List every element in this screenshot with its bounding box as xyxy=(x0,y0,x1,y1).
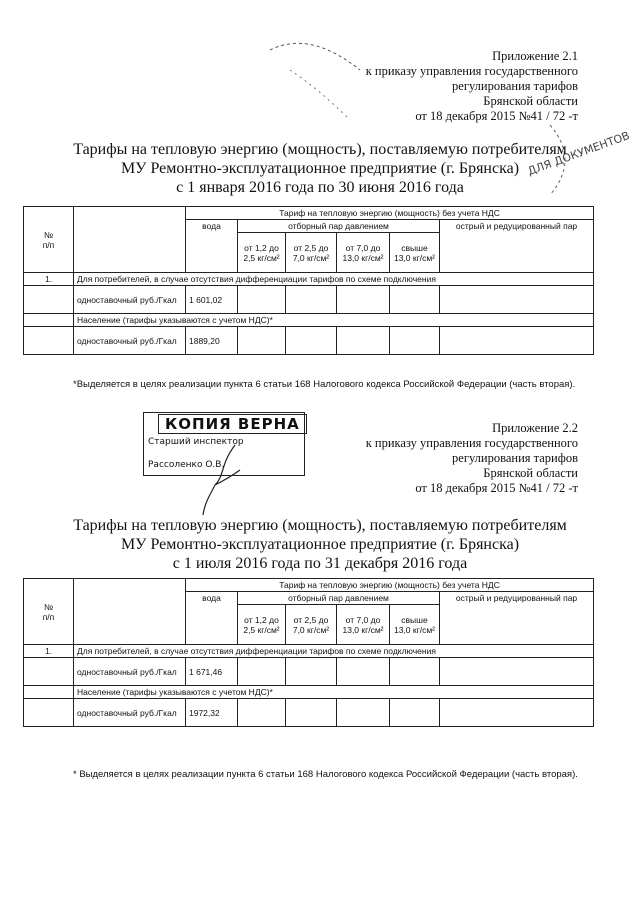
header-p4: свыше 13,0 кг/см² xyxy=(390,605,440,645)
stamp-name: Рассоленко О.В. xyxy=(148,460,225,470)
seal-text: ДЛЯ ДОКУМЕНТОВ xyxy=(526,129,632,178)
population-label: Население (тарифы указываются с учетом НДС)* xyxy=(74,686,594,699)
blank-cell xyxy=(24,314,74,327)
header-sharp: острый и редуцированный пар xyxy=(440,220,594,273)
value-cell: 1 671,46 xyxy=(186,658,238,686)
header-tariff-group: Тариф на тепловую энергию (мощность) без учета НДС xyxy=(186,579,594,592)
signature-icon xyxy=(195,440,255,520)
annex-1-line-5: от 18 декабря 2015 №41 / 72 -т xyxy=(415,109,578,123)
annex-2-line-1: Приложение 2.2 xyxy=(492,421,578,435)
blank-cell xyxy=(24,286,74,314)
title-2-line-3: с 1 июля 2016 года по 31 декабря 2016 года xyxy=(172,555,468,572)
title-2-line-2: МУ Ремонтно-эксплуатационное предприятие (г. Брянска) xyxy=(120,536,520,553)
title-1-line-2: МУ Ремонтно-эксплуатационное предприятие (г. Брянска) xyxy=(120,160,520,177)
header-p3: от 7,0 до 13,0 кг/см² xyxy=(337,233,390,273)
title-2 xyxy=(0,516,640,573)
blank-cell xyxy=(24,658,74,686)
footnote-2: * Выделяется в целях реализации пункта 6 статьи 168 Налогового кодекса Российской Федерации (часть вторая). xyxy=(73,769,578,780)
header-steam: отборный пар давлением xyxy=(238,592,440,605)
footnote-1: *Выделяется в целях реализации пункта 6 статьи 168 Налогового кодекса Российской Федерации (часть вторая). xyxy=(73,379,576,390)
unit-cell: одноставочный руб./Гкал xyxy=(74,658,186,686)
annex-1-line-1: Приложение 2.1 xyxy=(492,49,578,63)
blank-cell xyxy=(24,699,74,727)
value-cell: 1 601,02 xyxy=(186,286,238,314)
tariff-table-1 xyxy=(23,206,594,355)
header-p3: от 7,0 до 13,0 кг/см² xyxy=(337,605,390,645)
unit-cell: одноставочный руб./Гкал xyxy=(74,327,186,355)
annex-header-2 xyxy=(366,421,578,496)
stamp-role: Старший инспектор xyxy=(148,437,244,447)
value-cell: 1889,20 xyxy=(186,327,238,355)
header-water: вода xyxy=(186,220,238,273)
header-water: вода xyxy=(186,592,238,645)
header-p2: от 2,5 до 7,0 кг/см² xyxy=(286,233,337,273)
header-steam: отборный пар давлением xyxy=(238,220,440,233)
header-num: № п/п xyxy=(24,207,74,273)
header-p2: от 2,5 до 7,0 кг/см² xyxy=(286,605,337,645)
row-label: Для потребителей, в случае отсутствия дифференциации тарифов по схеме подключения xyxy=(74,273,594,286)
header-sharp: острый и редуцированный пар xyxy=(440,592,594,645)
unit-cell: одноставочный руб./Гкал xyxy=(74,699,186,727)
stamp-title: КОПИЯ ВЕРНА xyxy=(158,414,307,434)
annex-1-line-3: регулирования тарифов xyxy=(452,79,578,93)
title-1-line-1: Тарифы на тепловую энергию (мощность), поставляемую потребителям xyxy=(73,141,567,158)
annex-1-line-4: Брянской области xyxy=(483,94,578,108)
blank-cell xyxy=(24,686,74,699)
header-tariff-group: Тариф на тепловую энергию (мощность) без учета НДС xyxy=(186,207,594,220)
row-num: 1. xyxy=(24,645,74,658)
row-label: Для потребителей, в случае отсутствия дифференциации тарифов по схеме подключения xyxy=(74,645,594,658)
header-p4: свыше 13,0 кг/см² xyxy=(390,233,440,273)
annex-2-line-2: к приказу управления государственного xyxy=(365,436,578,450)
row-num: 1. xyxy=(24,273,74,286)
population-label: Население (тарифы указываются с учетом НДС)* xyxy=(74,314,594,327)
annex-2-line-3: регулирования тарифов xyxy=(452,451,578,465)
header-blank xyxy=(74,207,186,273)
annex-2-line-5: от 18 декабря 2015 №41 / 72 -т xyxy=(415,481,578,495)
header-num: № п/п xyxy=(24,579,74,645)
annex-1-line-2: к приказу управления государственного xyxy=(365,64,578,78)
blank-cell xyxy=(24,327,74,355)
value-cell: 1972,32 xyxy=(186,699,238,727)
title-1-line-3: с 1 января 2016 года по 30 июня 2016 года xyxy=(176,179,464,196)
title-1 xyxy=(0,140,640,197)
header-p1: от 1,2 до 2,5 кг/см² xyxy=(238,233,286,273)
title-2-line-1: Тарифы на тепловую энергию (мощность), поставляемую потребителям xyxy=(73,517,567,534)
header-p1: от 1,2 до 2,5 кг/см² xyxy=(238,605,286,645)
unit-cell: одноставочный руб./Гкал xyxy=(74,286,186,314)
tariff-table-2 xyxy=(23,578,594,727)
header-blank xyxy=(74,579,186,645)
annex-2-line-4: Брянской области xyxy=(483,466,578,480)
